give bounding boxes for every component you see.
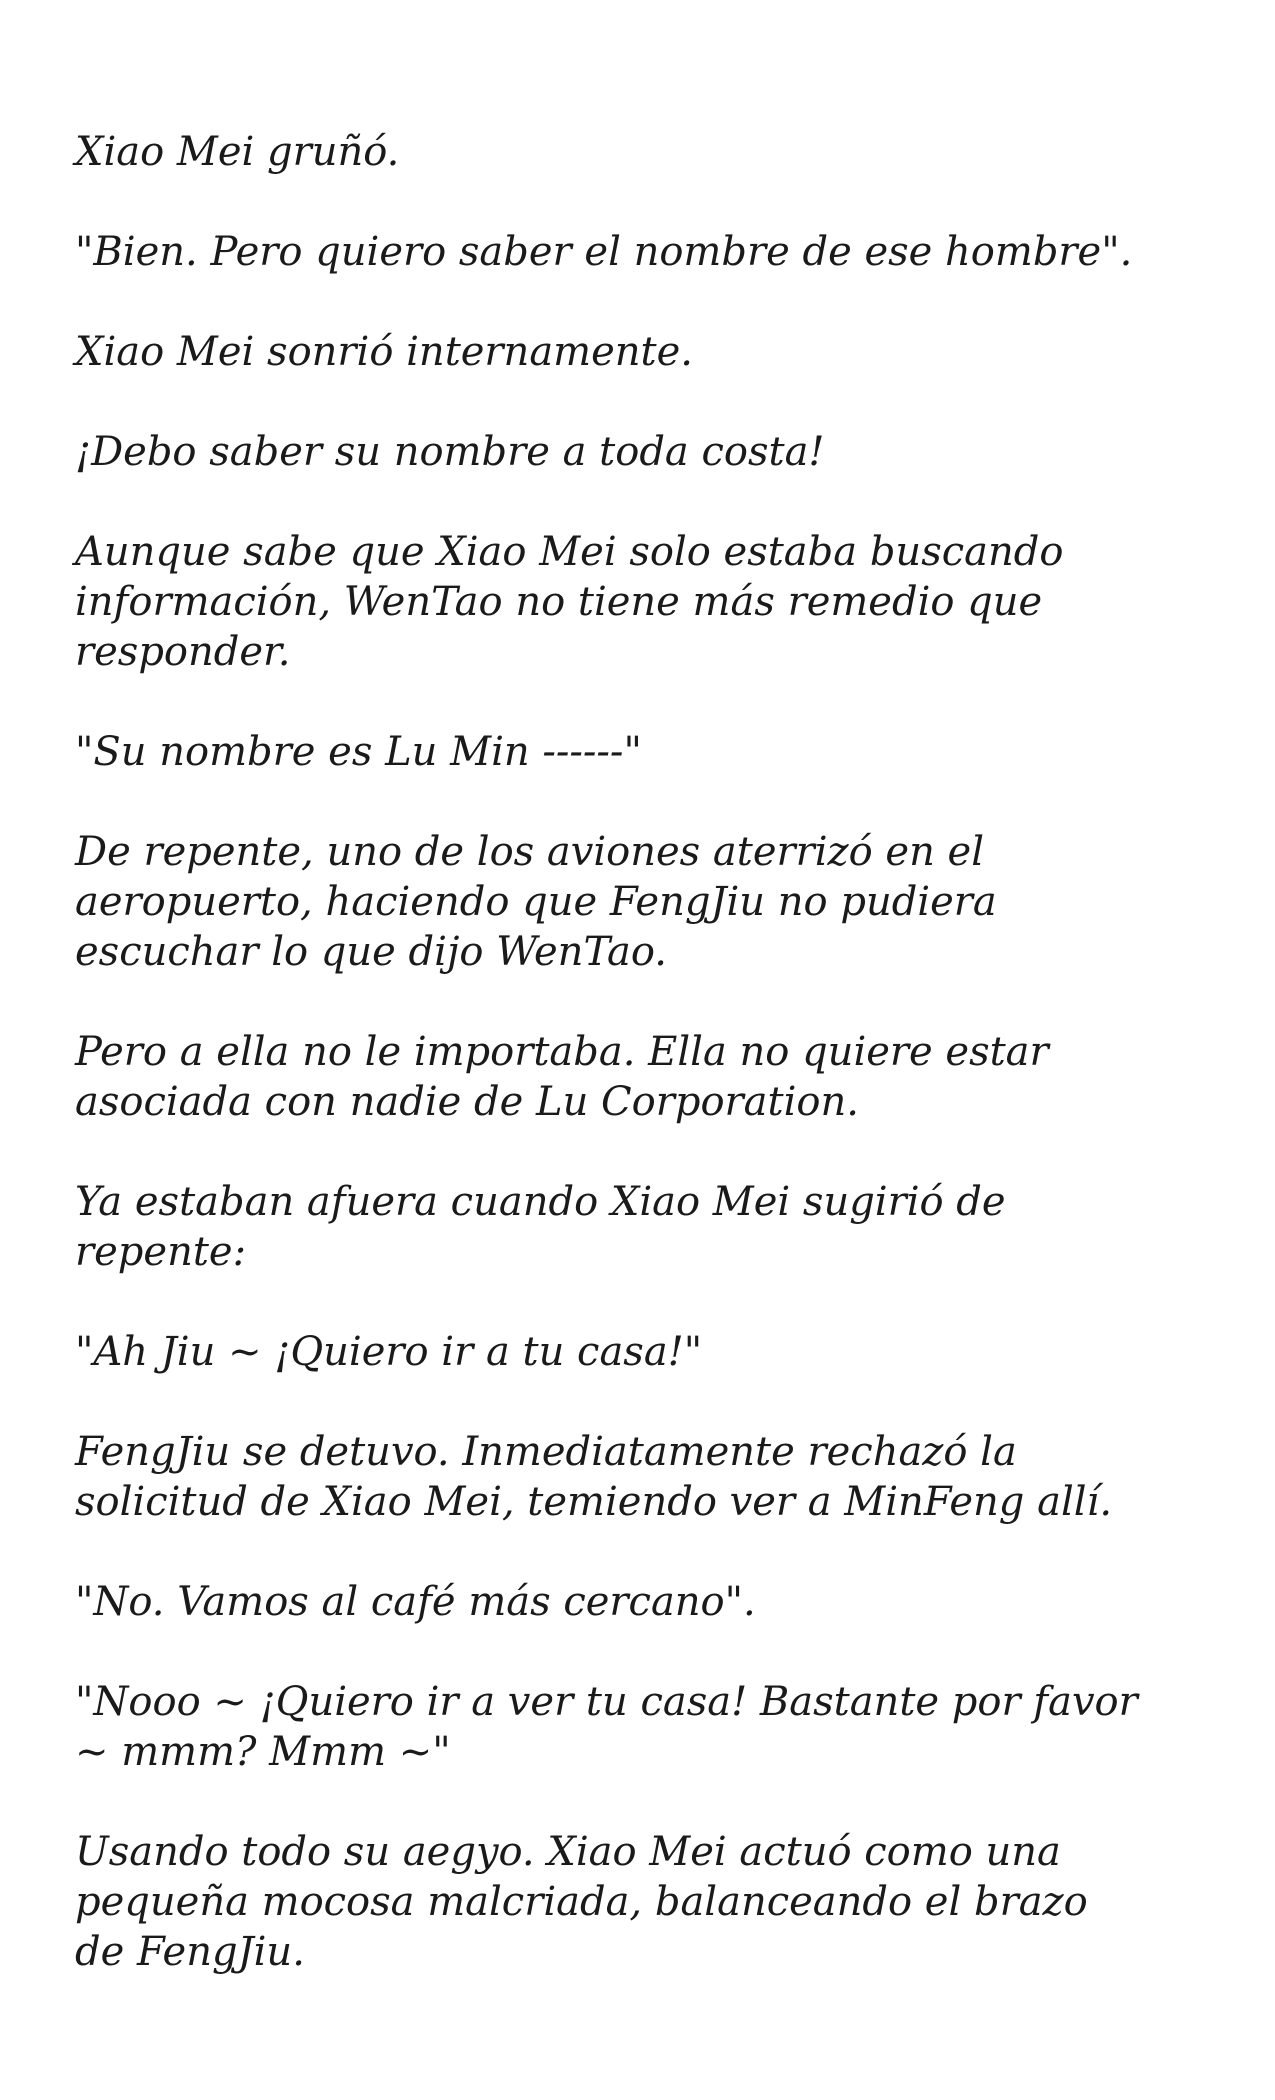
paragraph-11: FengJiu se detuvo. Inmediatamente rechazó la solicitud de Xiao Mei, temiendo ver a MinFeng allí. [75, 1429, 1113, 1525]
paragraph-12: "No. Vamos al café más cercano". [75, 1579, 756, 1625]
paragraph-6: "Su nombre es Lu Min ------" [75, 729, 642, 775]
paragraph-4: ¡Debo saber su nombre a toda costa! [75, 429, 825, 475]
paragraph-3: Xiao Mei sonrió internamente. [75, 329, 693, 375]
paragraph-1: Xiao Mei gruñó. [75, 129, 400, 175]
paragraph-2: "Bien. Pero quiero saber el nombre de ese hombre". [75, 229, 1133, 275]
paragraph-14: Usando todo su aegyo. Xiao Mei actuó como una pequeña mocosa malcriada, balanceando el brazo de FengJiu. [75, 1829, 1088, 1975]
paragraph-5: Aunque sabe que Xiao Mei solo estaba buscando información, WenTao no tiene más remedio que responder. [75, 529, 1064, 675]
paragraph-10: "Ah Jiu ~ ¡Quiero ir a tu casa!" [75, 1329, 703, 1375]
paragraph-7: De repente, uno de los aviones aterrizó en el aeropuerto, haciendo que FengJiu no pudiera escuchar lo que dijo WenTao. [75, 829, 997, 975]
paragraph-8: Pero a ella no le importaba. Ella no quiere estar asociada con nadie de Lu Corporation. [75, 1029, 1049, 1125]
paragraph-13: "Nooo ~ ¡Quiero ir a ver tu casa! Bastante por favor ~ mmm? Mmm ~" [75, 1679, 1138, 1775]
paragraph-9: Ya estaban afuera cuando Xiao Mei sugirió de repente: [75, 1179, 1006, 1275]
